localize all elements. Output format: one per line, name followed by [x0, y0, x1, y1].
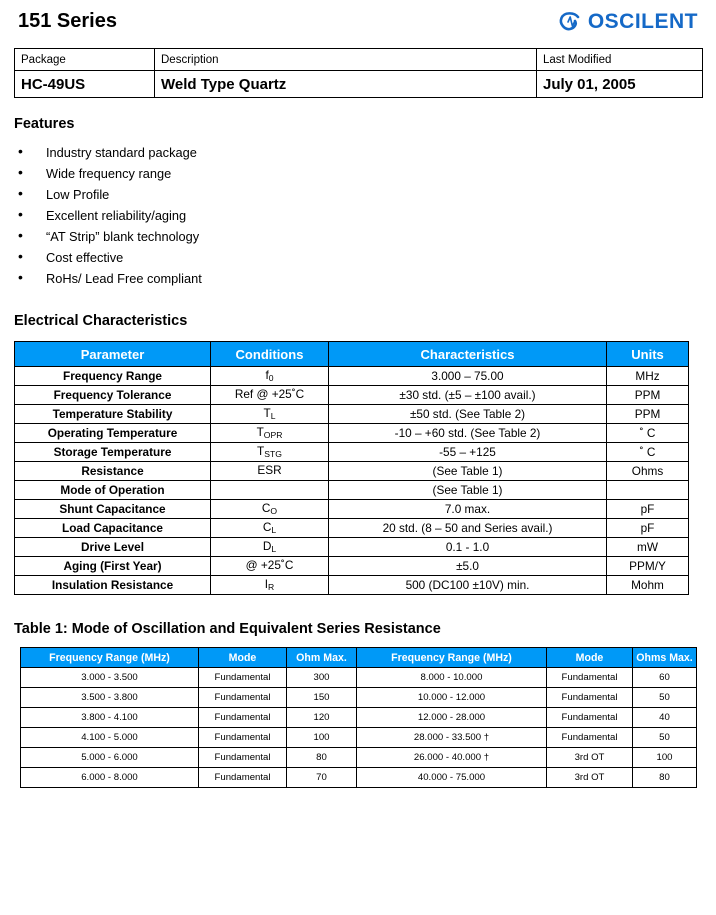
cell-conditions	[211, 500, 329, 519]
cond-main: T	[257, 444, 265, 459]
cell-conditions	[211, 462, 329, 481]
cell-units: pF	[607, 519, 689, 538]
cell-characteristics: ±50 std. (See Table 2)	[329, 405, 607, 424]
cell-characteristics: ±30 std. (±5 – ±100 avail.)	[329, 386, 607, 405]
cell-parameter: Storage Temperature	[15, 443, 211, 462]
cond-main: D	[262, 539, 272, 554]
cell-parameter: Resistance	[15, 462, 211, 481]
cond-sub: L	[271, 544, 277, 555]
cell-units: PPM/Y	[607, 557, 689, 576]
cond-main: f	[265, 368, 269, 383]
package-info-table	[14, 48, 703, 98]
cell-parameter: Frequency Range	[15, 367, 211, 386]
cell-frequency-range-left: 5.000 - 6.000	[21, 748, 199, 768]
table-row	[15, 443, 689, 462]
cond-main: T	[263, 406, 271, 421]
cell-parameter: Frequency Tolerance	[15, 386, 211, 405]
cell-characteristics: 20 std. (8 – 50 and Series avail.)	[329, 519, 607, 538]
cond-main: ESR	[257, 463, 282, 478]
cell-mode-left: Fundamental	[199, 768, 287, 788]
cond-sub: O	[270, 506, 278, 517]
table-row	[21, 688, 697, 708]
cell-mode-left: Fundamental	[199, 728, 287, 748]
company-logo	[558, 8, 698, 34]
cell-frequency-range-right: 26.000 - 40.000 †	[357, 748, 547, 768]
electrical-characteristics-table	[14, 341, 689, 595]
electrical-characteristics-heading: Electrical Characteristics	[14, 313, 188, 329]
cell-frequency-range-right: 8.000 - 10.000	[357, 668, 547, 688]
cell-units: ˚ C	[607, 424, 689, 443]
cond-main: C	[262, 520, 272, 535]
info-header-package: Package	[15, 49, 155, 71]
list-item: • Industry standard package	[0, 142, 716, 163]
table-row	[15, 538, 689, 557]
cell-ohm-left: 120	[287, 708, 357, 728]
table-row	[21, 708, 697, 728]
cond-sub: OPR	[263, 430, 283, 441]
cell-units: Ohms	[607, 462, 689, 481]
column-header-frequency-range-left: Frequency Range (MHz)	[21, 648, 199, 668]
cell-mode-left: Fundamental	[199, 748, 287, 768]
cell-ohm-left: 80	[287, 748, 357, 768]
table1-heading: Table 1: Mode of Oscillation and Equivalent Series Resistance	[14, 621, 441, 637]
cell-characteristics: (See Table 1)	[329, 462, 607, 481]
page-header	[0, 0, 716, 34]
table-row	[15, 500, 689, 519]
cell-conditions	[211, 538, 329, 557]
cell-units: pF	[607, 500, 689, 519]
cond-sub: R	[268, 582, 275, 593]
features-list	[0, 142, 716, 289]
column-header-frequency-range-right: Frequency Range (MHz)	[357, 648, 547, 668]
cell-frequency-range-left: 4.100 - 5.000	[21, 728, 199, 748]
cell-parameter: Temperature Stability	[15, 405, 211, 424]
cell-units	[607, 481, 689, 500]
cell-parameter: Load Capacitance	[15, 519, 211, 538]
column-header-ohms-max-right: Ohms Max.	[633, 648, 697, 668]
cell-units: ˚ C	[607, 443, 689, 462]
table-row	[21, 748, 697, 768]
cond-main: C	[261, 501, 271, 516]
column-header-characteristics: Characteristics	[329, 342, 607, 367]
table-row	[15, 481, 689, 500]
cell-characteristics: 0.1 - 1.0	[329, 538, 607, 557]
info-header-last-modified: Last Modified	[537, 49, 703, 71]
cell-ohm-left: 70	[287, 768, 357, 788]
cell-parameter: Mode of Operation	[15, 481, 211, 500]
cell-ohm-left: 150	[287, 688, 357, 708]
cell-units: PPM	[607, 405, 689, 424]
column-header-ohm-max-left: Ohm Max.	[287, 648, 357, 668]
table-row	[21, 728, 697, 748]
cond-sub: STG	[264, 449, 282, 460]
cell-conditions	[211, 424, 329, 443]
cell-frequency-range-left: 3.000 - 3.500	[21, 668, 199, 688]
cond-main: Ref @ +25˚C	[234, 387, 305, 402]
oscilloscope-wave-icon	[558, 10, 584, 34]
page-title: 151 Series	[18, 10, 117, 32]
table1-mode-esr	[20, 647, 697, 788]
table-row	[15, 424, 689, 443]
cell-characteristics: (See Table 1)	[329, 481, 607, 500]
cell-parameter: Insulation Resistance	[15, 576, 211, 595]
cell-frequency-range-left: 6.000 - 8.000	[21, 768, 199, 788]
cell-parameter: Shunt Capacitance	[15, 500, 211, 519]
cell-conditions	[211, 443, 329, 462]
cell-conditions	[211, 557, 329, 576]
cell-units: Mohm	[607, 576, 689, 595]
cell-conditions	[211, 576, 329, 595]
cell-mode-right: Fundamental	[547, 728, 633, 748]
table-row	[15, 576, 689, 595]
cond-sub: L	[270, 411, 276, 422]
table-row	[15, 367, 689, 386]
cell-parameter: Aging (First Year)	[15, 557, 211, 576]
cell-mode-right: Fundamental	[547, 688, 633, 708]
cell-ohm-left: 100	[287, 728, 357, 748]
cell-frequency-range-right: 12.000 - 28.000	[357, 708, 547, 728]
cell-units: MHz	[607, 367, 689, 386]
electrical-characteristics-table-wrap	[14, 341, 702, 595]
table-row	[21, 668, 697, 688]
info-value-description: Weld Type Quartz	[155, 71, 537, 98]
table-row	[15, 49, 703, 71]
table-header-row	[21, 648, 697, 668]
cell-units: PPM	[607, 386, 689, 405]
cell-characteristics: 500 (DC100 ±10V) min.	[329, 576, 607, 595]
cell-frequency-range-left: 3.800 - 4.100	[21, 708, 199, 728]
cell-mode-left: Fundamental	[199, 668, 287, 688]
cell-ohm-right: 50	[633, 688, 697, 708]
cell-ohm-right: 60	[633, 668, 697, 688]
cell-mode-left: Fundamental	[199, 708, 287, 728]
features-heading: Features	[14, 116, 75, 132]
column-header-mode-left: Mode	[199, 648, 287, 668]
cell-ohm-right: 80	[633, 768, 697, 788]
cell-mode-right: Fundamental	[547, 668, 633, 688]
table1-wrap	[20, 647, 702, 788]
list-item: • Cost effective	[0, 247, 716, 268]
cell-ohm-right: 100	[633, 748, 697, 768]
table-row	[15, 557, 689, 576]
cell-ohm-right: 50	[633, 728, 697, 748]
cell-mode-left: Fundamental	[199, 688, 287, 708]
cell-characteristics: -10 – +60 std. (See Table 2)	[329, 424, 607, 443]
cell-conditions	[211, 405, 329, 424]
info-header-description: Description	[155, 49, 537, 71]
cell-mode-right: 3rd OT	[547, 748, 633, 768]
cell-characteristics: 7.0 max.	[329, 500, 607, 519]
column-header-mode-right: Mode	[547, 648, 633, 668]
list-item: • Excellent reliability/aging	[0, 205, 716, 226]
cell-frequency-range-right: 28.000 - 33.500 †	[357, 728, 547, 748]
logo-text: OSCILENT	[587, 10, 698, 33]
table-row	[21, 768, 697, 788]
cond-main: @ +25˚C	[245, 558, 294, 573]
column-header-parameter: Parameter	[15, 342, 211, 367]
cell-ohm-right: 40	[633, 708, 697, 728]
cell-frequency-range-right: 40.000 - 75.000	[357, 768, 547, 788]
cell-characteristics: ±5.0	[329, 557, 607, 576]
cell-frequency-range-right: 10.000 - 12.000	[357, 688, 547, 708]
table-row	[15, 405, 689, 424]
cell-characteristics: -55 – +125	[329, 443, 607, 462]
cell-conditions	[211, 481, 329, 500]
cell-mode-right: Fundamental	[547, 708, 633, 728]
info-value-package: HC-49US	[15, 71, 155, 98]
column-header-conditions: Conditions	[211, 342, 329, 367]
list-item: • Low Profile	[0, 184, 716, 205]
list-item: • Wide frequency range	[0, 163, 716, 184]
table-header-row	[15, 342, 689, 367]
cond-main: T	[256, 425, 264, 440]
info-value-last-modified: July 01, 2005	[537, 71, 703, 98]
table-row	[15, 519, 689, 538]
cond-sub: 0	[268, 373, 274, 384]
cell-units: mW	[607, 538, 689, 557]
cell-parameter: Drive Level	[15, 538, 211, 557]
cell-conditions	[211, 386, 329, 405]
list-item: • RoHs/ Lead Free compliant	[0, 268, 716, 289]
cell-ohm-left: 300	[287, 668, 357, 688]
cond-main: I	[264, 577, 269, 592]
cell-characteristics: 3.000 – 75.00	[329, 367, 607, 386]
cell-mode-right: 3rd OT	[547, 768, 633, 788]
column-header-units: Units	[607, 342, 689, 367]
cell-parameter: Operating Temperature	[15, 424, 211, 443]
table-row	[15, 71, 703, 98]
list-item: • “AT Strip” blank technology	[0, 226, 716, 247]
table-row	[15, 386, 689, 405]
cell-conditions	[211, 367, 329, 386]
table-row	[15, 462, 689, 481]
cell-conditions	[211, 519, 329, 538]
cond-sub: L	[271, 525, 277, 536]
cell-frequency-range-left: 3.500 - 3.800	[21, 688, 199, 708]
